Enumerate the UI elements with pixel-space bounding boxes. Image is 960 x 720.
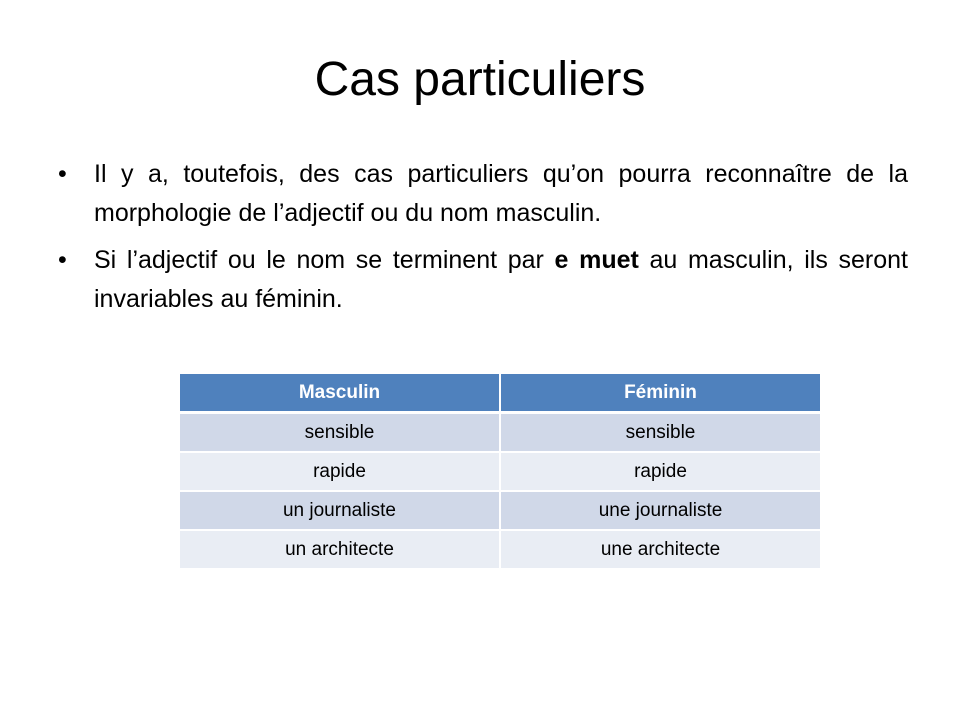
table-header-row	[180, 374, 820, 413]
cell-masculin: un journaliste	[180, 491, 500, 530]
bullet-item	[58, 241, 908, 319]
comparison-table	[180, 374, 820, 570]
header-feminin: Féminin	[500, 374, 820, 413]
bullet-list	[58, 155, 908, 327]
slide-title: Cas particuliers	[314, 53, 646, 106]
cell-masculin: rapide	[180, 452, 500, 491]
table-row	[180, 491, 820, 530]
bullet-text-post: au masculin, ils seront invariables au féminin.	[94, 246, 908, 313]
cell-masculin: un architecte	[180, 530, 500, 569]
cell-feminin: rapide	[500, 452, 820, 491]
table-row	[180, 413, 820, 453]
cell-feminin: sensible	[500, 413, 820, 453]
bullet-text-pre: Si l’adjectif ou le nom se terminent par	[94, 246, 555, 274]
bullet-text-bold: e muet	[554, 246, 639, 274]
table-row	[180, 452, 820, 491]
cell-masculin: sensible	[180, 413, 500, 453]
bullet-dot: •	[58, 246, 67, 274]
bullet-dot: •	[58, 160, 67, 188]
table-row	[180, 530, 820, 569]
cell-feminin: une architecte	[500, 530, 820, 569]
bullet-text: Il y a, toutefois, des cas particuliers qu’on pourra reconnaître de la morphologie de l’adjectif ou du nom masculin.	[94, 160, 908, 227]
bullet-item	[58, 155, 908, 233]
header-masculin: Masculin	[180, 374, 500, 413]
cell-feminin: une journaliste	[500, 491, 820, 530]
